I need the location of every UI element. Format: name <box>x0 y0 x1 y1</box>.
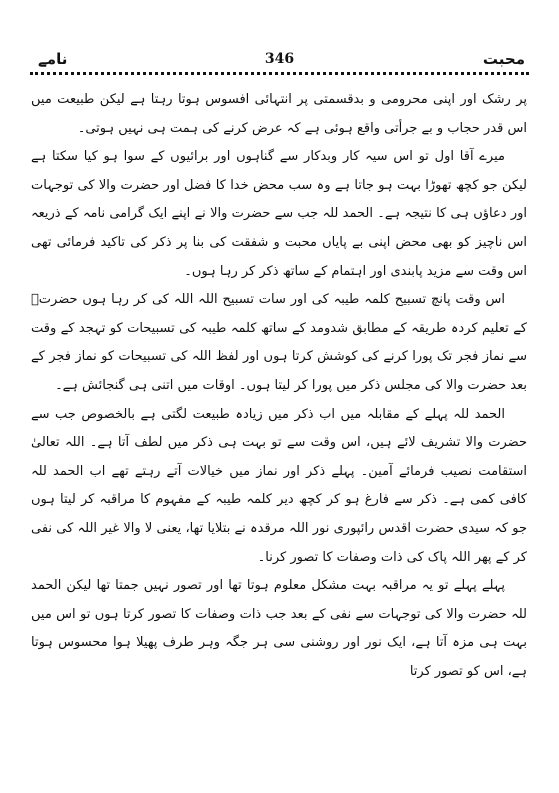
paragraph-5: پہلے پہلے تو یہ مراقبہ بہت مشکل معلوم ہوتا تھا اور تصور نہیں جمتا تھا لیکن الحمد للہ حضرت والا کی توجہات سے نفی کے بعد جب ذات وصفات کا تصور کرتا ہوں تو اس میں بہت ہی مزہ آتا ہے، ایک نور اور روشنی سی ہر جگہ وہر طرف پھیلا ہوا محسوس ہوتا ہے، اس کو تصور کرتا <box>31 578 527 679</box>
paragraph-1: پر رشک اور اپنی محرومی و بدقسمتی پر انتہائی افسوس ہوتا رہتا ہے لیکن طبیعت میں اس قدر حجاب و بے جرأتی واقع ہوئی ہے کہ عرض کرنے کی ہمت ہی نہیں ہوتی۔ <box>31 92 527 136</box>
running-header <box>30 50 529 74</box>
paragraph-3: اس وقت پانچ تسبیح کلمہ طیبہ کی اور سات تسبیح اللہ اللہ کی کر رہا ہوں حضرتؒ کے تعلیم کردہ طریقہ کے مطابق شدومد کے ساتھ کلمہ طیبہ کی تسبیحات کو تہجد کے وقت سے نماز فجر تک پورا کرنے کی کوشش کرتا ہوں اور لفظ اللہ کی تسبیحات کو نماز فجر کے بعد حضرت والا کی مجلس ذکر میں پورا کر لیتا ہوں۔ اوقات میں اتنی ہی گنجائش ہے۔ <box>31 292 527 393</box>
header-right-title: محبت <box>482 50 525 68</box>
page-number: 346 <box>264 51 295 67</box>
paragraph-4: الحمد للہ پہلے کے مقابلہ میں اب ذکر میں زیادہ طبیعت لگتی ہے بالخصوص جب سے حضرت والا تشریف لائے ہیں، اس وقت سے تو بہت ہی ذکر میں لطف آتا ہے۔ اللہ تعالیٰ استقامت نصیب فرمائے آمین۔ پہلے ذکر اور نماز میں خیالات آتے رہتے تھے اب الحمد للہ کافی کمی ہے۔ ذکر سے فارغ ہو کر کچھ دیر کلمہ طیبہ کے مفہوم کا مراقبہ کر لیتا ہوں جو کہ سیدی حضرت اقدس رائپوری نور اللہ مرقدہ نے بتلایا تھا، یعنی لا والا غیر اللہ کی نفی کر کے پھر اللہ پاک کی ذات وصفات کا تصور کرنا۔ <box>31 406 527 565</box>
header-left-title: نامے <box>38 50 68 68</box>
dotted-divider <box>30 72 529 81</box>
body-text <box>31 86 527 686</box>
paragraph-2: میرے آقا اول تو اس سیہ کار وبدکار سے گناہوں اور برائیوں کے سوا ہو کیا سکتا ہے لیکن جو کچھ تھوڑا بہت ہو جاتا ہے وہ سب محض خدا کا فضل اور حضرت والا کی توجہات اور دعاؤں ہی کا نتیجہ ہے۔ الحمد للہ جب سے حضرت والا نے اپنے ایک گرامی نامہ کے ذریعہ اس ناچیز کو بھی محض اپنی بے پایاں محبت و شفقت کی بنا پر ذکر کی تاکید فرمائی تھی اس وقت سے مزید پابندی اور اہتمام کے ساتھ ذکر کر رہا ہوں۔ <box>31 149 527 279</box>
